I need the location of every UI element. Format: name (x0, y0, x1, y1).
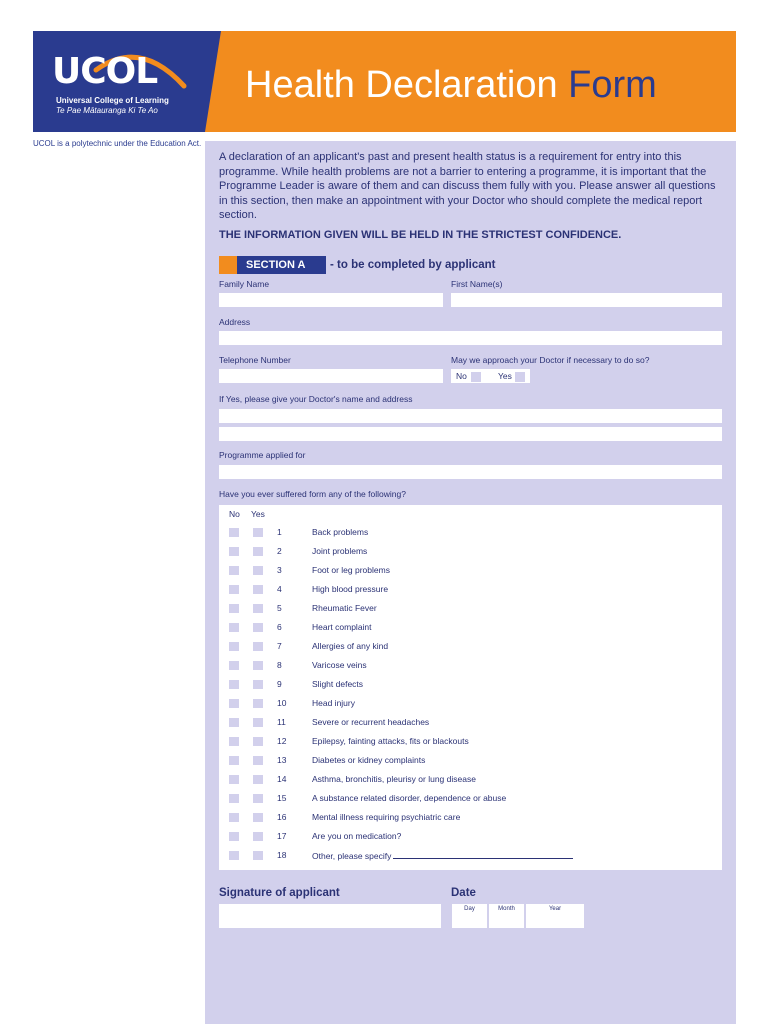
intro-paragraph: A declaration of an applicant's past and present health status is a requirement for entry into this programme. While health problems are not a barrier to entering a programme, it is important that the Programme Leader is aware of them and can discuss them fully with you. Please answer all questions in this section, then make an appointment with your Doctor who should complete the medical report section. (219, 151, 716, 222)
condition-label (312, 660, 367, 670)
condition-number: 16 (277, 812, 287, 822)
specify-line[interactable] (393, 850, 573, 859)
condition-row (219, 563, 722, 579)
approach-doctor-label: May we approach your Doctor if necessary to do so? (451, 355, 650, 365)
condition-yes-checkbox[interactable] (253, 832, 263, 841)
condition-no-checkbox[interactable] (229, 642, 239, 651)
condition-label (312, 831, 401, 841)
condition-number: 14 (277, 774, 287, 784)
condition-no-checkbox[interactable] (229, 775, 239, 784)
condition-text: Slight defects (312, 679, 364, 689)
condition-yes-checkbox[interactable] (253, 775, 263, 784)
day-label: Day (464, 906, 475, 912)
doctor-details-label: If Yes, please give your Doctor's name and address (219, 394, 413, 404)
signature-field[interactable] (219, 904, 441, 928)
logo-subtitle: Universal College of Learning (56, 96, 169, 105)
condition-number: 15 (277, 793, 287, 803)
condition-label (312, 565, 390, 575)
conditions-question: Have you ever suffered form any of the following? (219, 489, 406, 499)
condition-yes-checkbox[interactable] (253, 661, 263, 670)
condition-row (219, 525, 722, 541)
signature-label: Signature of applicant (219, 887, 340, 899)
section-a-note: - to be completed by applicant (330, 259, 496, 271)
condition-number: 1 (277, 527, 282, 537)
condition-row (219, 620, 722, 636)
address-field[interactable] (219, 331, 722, 345)
conditions-table (219, 505, 722, 870)
condition-number: 4 (277, 584, 282, 594)
condition-no-checkbox[interactable] (229, 718, 239, 727)
condition-label (312, 736, 469, 746)
condition-no-checkbox[interactable] (229, 794, 239, 803)
condition-text: Mental illness requiring psychiatric care (312, 812, 461, 822)
condition-row (219, 696, 722, 712)
condition-row (219, 544, 722, 560)
condition-text: Allergies of any kind (312, 641, 389, 651)
condition-no-checkbox[interactable] (229, 851, 239, 860)
address-label: Address (219, 317, 251, 327)
condition-number: 17 (277, 831, 287, 841)
condition-row (219, 582, 722, 598)
condition-text: Diabetes or kidney complaints (312, 755, 426, 765)
condition-no-checkbox[interactable] (229, 699, 239, 708)
confidentiality-notice: THE INFORMATION GIVEN WILL BE HELD IN THE STRICTEST CONFIDENCE. (219, 229, 622, 241)
condition-no-checkbox[interactable] (229, 585, 239, 594)
approach-yes-label: Yes (498, 371, 512, 381)
condition-text: A substance related disorder, dependence or abuse (312, 793, 507, 803)
condition-no-checkbox[interactable] (229, 813, 239, 822)
condition-text: Varicose veins (312, 660, 367, 670)
condition-label (312, 793, 506, 803)
condition-text: Asthma, bronchitis, pleurisy or lung disease (312, 774, 476, 784)
condition-row (219, 715, 722, 731)
condition-row (219, 601, 722, 617)
condition-number: 12 (277, 736, 287, 746)
condition-label (312, 584, 388, 594)
condition-label (312, 679, 363, 689)
condition-number: 11 (277, 717, 286, 727)
condition-yes-checkbox[interactable] (253, 737, 263, 746)
condition-yes-checkbox[interactable] (253, 794, 263, 803)
condition-label (312, 546, 367, 556)
condition-yes-checkbox[interactable] (253, 851, 263, 860)
condition-text: Joint problems (312, 546, 368, 556)
condition-no-checkbox[interactable] (229, 604, 239, 613)
condition-number: 3 (277, 565, 282, 575)
condition-label (312, 527, 368, 537)
condition-text: High blood pressure (312, 584, 389, 594)
condition-no-checkbox[interactable] (229, 547, 239, 556)
doctor-details-field-2[interactable] (219, 427, 722, 441)
family-name-label: Family Name (219, 279, 270, 289)
condition-number: 7 (277, 641, 282, 651)
family-name-field[interactable] (219, 293, 443, 307)
condition-row (219, 734, 722, 750)
telephone-field[interactable] (219, 369, 443, 383)
condition-yes-checkbox[interactable] (253, 680, 263, 689)
condition-yes-checkbox[interactable] (253, 528, 263, 537)
condition-yes-checkbox[interactable] (253, 604, 263, 613)
page-title (245, 62, 657, 108)
date-month-field[interactable] (489, 904, 524, 928)
section-a-badge: SECTION A (237, 256, 326, 274)
title-form-word: Form (568, 64, 657, 106)
doctor-details-field-1[interactable] (219, 409, 722, 423)
date-year-field[interactable] (526, 904, 584, 928)
condition-yes-checkbox[interactable] (253, 585, 263, 594)
year-label: Year (548, 906, 562, 912)
condition-text: Other, please specify (312, 851, 392, 861)
programme-field[interactable] (219, 465, 722, 479)
telephone-label: Telephone Number (219, 355, 291, 365)
condition-label (312, 812, 460, 822)
condition-text: Back problems (312, 527, 369, 537)
condition-row (219, 772, 722, 788)
condition-no-checkbox[interactable] (229, 528, 239, 537)
condition-number: 9 (277, 679, 282, 689)
condition-row (219, 639, 722, 655)
programme-label: Programme applied for (219, 450, 306, 460)
condition-no-checkbox[interactable] (229, 756, 239, 765)
condition-text: Are you on medication? (312, 831, 402, 841)
approach-no-label: No (456, 371, 467, 381)
condition-no-checkbox[interactable] (229, 623, 239, 632)
condition-text: Foot or leg problems (312, 565, 390, 575)
conditions-yes-header: Yes (251, 509, 265, 519)
condition-number: 2 (277, 546, 282, 556)
condition-row (219, 791, 722, 807)
conditions-no-header: No (229, 509, 240, 519)
condition-yes-checkbox[interactable] (253, 699, 263, 708)
date-label: Date (451, 887, 476, 899)
condition-yes-checkbox[interactable] (253, 623, 263, 632)
condition-label (312, 850, 573, 861)
condition-row (219, 677, 722, 693)
condition-row (219, 829, 722, 845)
approach-yes-checkbox[interactable] (515, 372, 525, 382)
condition-no-checkbox[interactable] (229, 661, 239, 670)
condition-yes-checkbox[interactable] (253, 547, 263, 556)
condition-text: Epilepsy, fainting attacks, fits or blackouts (312, 736, 469, 746)
condition-no-checkbox[interactable] (229, 680, 239, 689)
logo-maori-subtitle: Te Pae Mātauranga Ki Te Ao (56, 106, 158, 115)
first-names-field[interactable] (451, 293, 722, 307)
condition-row (219, 753, 722, 769)
condition-no-checkbox[interactable] (229, 832, 239, 841)
logo-name: UCOL (52, 51, 158, 92)
condition-yes-checkbox[interactable] (253, 756, 263, 765)
condition-row (219, 658, 722, 674)
condition-number: 5 (277, 603, 282, 613)
condition-number: 8 (277, 660, 282, 670)
condition-no-checkbox[interactable] (229, 737, 239, 746)
condition-no-checkbox[interactable] (229, 566, 239, 575)
condition-label (312, 755, 425, 765)
condition-yes-checkbox[interactable] (253, 718, 263, 727)
condition-row (219, 810, 722, 826)
condition-label (312, 774, 476, 784)
condition-number: 18 (277, 850, 287, 860)
month-label: Month (498, 906, 515, 912)
condition-number: 10 (277, 698, 287, 708)
approach-no-checkbox[interactable] (471, 372, 481, 382)
condition-yes-checkbox[interactable] (253, 642, 263, 651)
condition-label (312, 603, 377, 613)
condition-text: Head injury (312, 698, 355, 708)
condition-label (312, 698, 355, 708)
condition-label (312, 622, 372, 632)
condition-text: Severe or recurrent headaches (312, 717, 430, 727)
condition-row (219, 848, 722, 864)
condition-yes-checkbox[interactable] (253, 566, 263, 575)
condition-label (312, 641, 388, 651)
title-main: Health Declaration (245, 64, 569, 106)
polytechnic-caption: UCOL is a polytechnic under the Education Act. (33, 139, 202, 148)
condition-label (312, 717, 429, 727)
condition-text: Heart complaint (312, 622, 372, 632)
first-names-label: First Name(s) (451, 279, 503, 289)
section-marker (219, 256, 237, 274)
condition-text: Rheumatic Fever (312, 603, 377, 613)
condition-yes-checkbox[interactable] (253, 813, 263, 822)
date-day-field[interactable] (452, 904, 487, 928)
condition-number: 6 (277, 622, 282, 632)
condition-number: 13 (277, 755, 287, 765)
